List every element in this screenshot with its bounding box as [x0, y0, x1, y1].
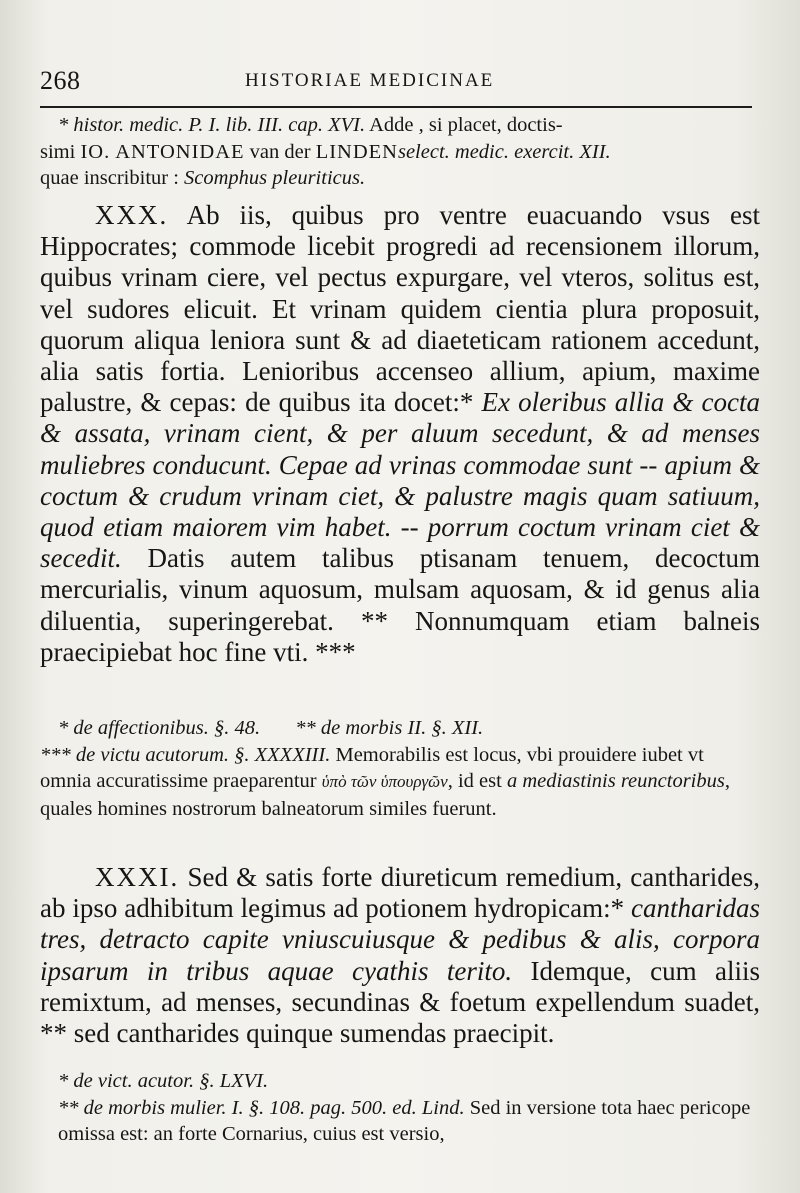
footnote-text: quae inscribitur : — [40, 167, 185, 189]
paragraph-text: Ab iis, quibus pro ventre euacuando vsus est Hippocrates; commode licebit progredi ad recensionem illorum, quibus vrinam ciere, vel pectus expurgare, vel vteros, solitus est, vel sudores elicuit. Et vrinam quidem cientia plura proposuit, quorum aliqua leniora sunt & ad diaeteticam rationem accedunt, alia satis fortia. Lenioribus accenseo allium, apium, maxime palustre, & cepas: de quibus ita docet:* — [40, 200, 760, 418]
header-rule — [40, 106, 752, 108]
footnote-text: simi — [40, 140, 81, 163]
page-header — [40, 66, 752, 100]
footnote-text: , quales homines nostrorum balneatorum similes fuerunt. — [40, 770, 730, 820]
footnote-ref: * histor. medic. P. I. lib. III. cap. XVI. — [58, 114, 366, 136]
footnote-ref: * de affectionibus. §. 48. — [58, 717, 261, 739]
section-xxxi — [40, 862, 760, 1049]
paragraph-text: Idemque, cum aliis remixtum, ad menses, secundinas & foetum expellendum suadet, ** sed cantharides quinque sumendas praecipit. — [40, 955, 760, 1049]
section-xxx — [40, 200, 760, 668]
footnote-ref: *** de victu acutorum. §. XXXXIII. — [40, 743, 331, 766]
footnotes-xxx — [40, 715, 760, 822]
section-number: XXXI. — [95, 862, 180, 892]
footnote-ref: * de vict. acutor. §. LXVI. — [58, 1070, 269, 1092]
footnotes-xxxi — [40, 1068, 760, 1148]
greek-phrase: ὑπὸ τῶν ὑπουργῶν — [321, 772, 448, 791]
paragraph-text: Datis autem talibus ptisanam tenuem, decoctum mercurialis, vinum aquosum, mulsam aquosam, & id genus alia diluentia, superingerebat. ** Nonnumquam etiam balneis praecipiebat hoc fine vti. *** — [40, 543, 760, 667]
footnote-text: van der — [244, 140, 316, 163]
running-title: HISTORIAE MEDICINAE — [245, 70, 495, 91]
footnote-ref: ** de morbis mulier. I. §. 108. pag. 500. ed. Lind. — [58, 1096, 465, 1119]
hippocratic-quote: cantharidas tres, detracto capite vniuscuiusque & pedibus & alis, corpora ipsarum in tribus aquae cyathis terito. — [40, 893, 760, 986]
footnote-text: Sed in versione tota haec pericope omissa est: an forte Cornarius, cuius est versio, — [58, 1096, 751, 1145]
paragraph-text: Sed & satis forte diureticum remedium, cantharides, ab ipso adhibitum legimus ad potionem hydropicam:* — [40, 862, 760, 924]
author-name: LINDEN — [315, 140, 398, 163]
footnote-ref: ** de morbis II. §. XII. — [295, 717, 484, 739]
page-number: 268 — [40, 66, 81, 95]
section-number: XXX. — [95, 200, 169, 230]
footnote-italic: a mediastinis reunctoribus — [506, 770, 725, 792]
hippocratic-quote: Ex oleribus allia & cocta & assata, vrinam cient, & per aluum secedunt, & ad menses muliebres conducunt. Cepae ad vrinas commodae sunt -- apium & coctum & crudum vrinam ciet, & palustre magis quam satiuum, quod etiam maiorem vim habet. -- porrum coctum vrinam ciet & secedit. — [40, 387, 760, 574]
footnote-text: Adde , si placet, doctis- — [365, 114, 563, 136]
footnote-text: Memorabilis est locus, vbi prouidere iubet vt omnia accuratissime praeparentur — [40, 743, 704, 792]
author-name: IO. ANTONIDAE — [80, 140, 245, 163]
work-title: Scomphus pleuriticus. — [184, 167, 366, 189]
footnote-top — [40, 112, 760, 192]
work-title: select. medic. exercit. XII. — [397, 140, 611, 163]
footnote-text: , id est — [447, 770, 507, 792]
